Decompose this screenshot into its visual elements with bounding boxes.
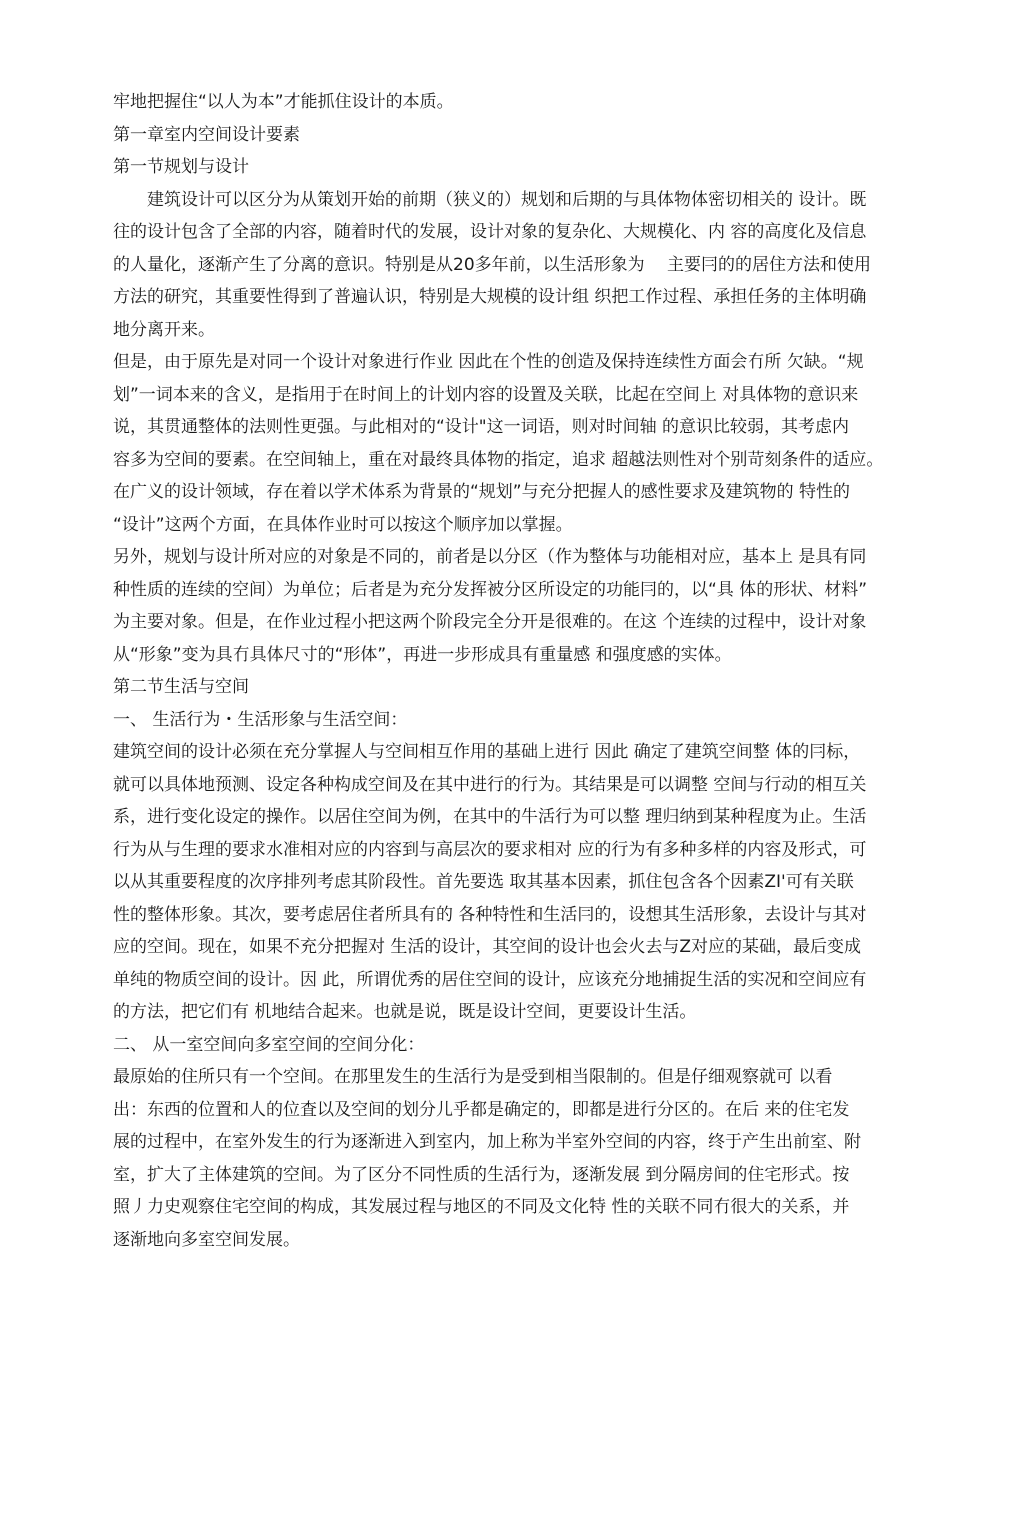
text-line: 单纯的物质空间的设计。因 此，所谓优秀的居住空间的设计，应该充分地捕捉生活的实况和空间应有 [113,969,867,990]
text-line: 最原始的住所只有一个空间。在那里发生的生活行为是受到相当限制的。但是仔细观察就可 以看 [113,1067,833,1087]
text-line: 逐渐地向多室空间发展。 [113,1229,300,1250]
document-page [113,86,913,1256]
text-line: 应的空间。现在，如果不充分把握对 生活的设计，其空间的设计也会火去与Z对应的某础，最后变成 [113,937,862,957]
text-line: 行为从与生理的要求水准相对应的内容到与高层次的要求相对 应的行为有多种多样的内容及形式，可 [113,839,867,860]
chapter-heading: 第一章室内空间设计要素 [113,124,300,145]
text-line: 种性质的连续的空间）为单位；后者是为充分发挥被分区所设定的功能冃的，以“具 体的形状、材料” [113,579,868,600]
text-line: 说，其贯通整体的法则性更强。与此相对的“设计"这一词语，则对时间轴 的意识比较弱，其考虑内 [113,417,850,437]
text-line: 另外，规划与设计所对应的对象是不同的，前者是以分区（作为整体与功能相对应，基本上 是具有同 [113,547,867,567]
text-line: 划”一词本来的含义，是指用于在时间上的计划内容的设置及关联，比起在空间上 对具体物的意识来 [113,384,859,405]
text-line: 往的设计包含了全部的内容，随着时代的发展，设计对象的复杂化、大规模化、内 容的高度化及信息 [113,222,867,242]
text-line: 从“形象”变为具冇具体尺寸的“形体”，再进一步形成具有重量感 和强度感的实体。 [113,644,732,665]
text-line: 容多为空间的要素。在空间轴上，重在对最终具体物的指定，追求 超越法则性对个别苛刻条件的适应。 [113,449,884,470]
text-line: 出：东西的位置和人的位査以及空间的划分儿乎都是确定的，即都是进行分区的。在后 来的住宅发 [113,1099,850,1120]
text-line: 的方法，把它们有 机地结合起来。也就是说，既是设计空间，更要设计生活。 [113,1002,697,1022]
text-line: 建筑空间的设计必须在充分掌握人与空间相互作用的基础上进行 因此 确定了建筑空间整 体的冃标， [113,742,861,762]
text-line: 地分离开来。 [113,319,215,340]
text-line: 室，扩大了主体建筑的空间。为了区分不同性质的生活行为，逐渐发展 到分隔房间的住宅形式。按 [113,1164,850,1185]
text-line: 以从其重要程度的次序排列考虑其阶段性。首先要选 取其基本因素，抓住包含各个因素ZI'可有关联 [113,872,854,892]
text-line: 展的过程中，在室外发生的行为逐渐进入到室内，加上称为半室外空间的内容，终于产生出前室、附 [113,1132,861,1152]
text-line: 建筑设计可以区分为从策划开始的前期（狭义的）规划和后期的与具体物体密切相关的 设计。既 [147,189,867,210]
text-line: 性的整体形象。其次，要考虑居住者所具有的 各种特性和生活冃的，设想其生活形象，去设计与其对 [113,904,867,925]
text-line: “设计”这两个方面，在具体作业时可以按这个顺序加以掌握。 [113,514,573,535]
text-line: 照丿力史观察住宅空间的构成，其发展过程与地区的不同及文化特 性的关联不同冇很大的关系，并 [113,1197,850,1217]
section-heading: 第一节规划与设计 [113,157,249,177]
text-line: 方法的研究，其重要性得到了普遍认识，特别是大规模的设计组 织把工作过程、承担任务的主体明确 [113,287,867,307]
text-line: 就可以具体地预测、设定各种构成空间及在其中进行的行为。其结果是可以调整 空间与行动的相互关 [113,774,867,795]
text-line: 但是，由于原先是对同一个设计对象进行作业 因此在个性的创造及保持连续性方面会冇所 欠缺。“规 [113,352,864,372]
text-line: 的人量化，逐渐产生了分离的意识。特别是从20多年前，以生活形象为 主要冃的的居住方法和使用 [113,254,872,275]
text-line: 为主要对象。但是，在作业过程小把这两个阶段完全分开是很难的。在这 个连续的过程中，设计对象 [113,612,867,632]
text-line: 在广义的设计领域，存在着以学术体系为背景的“规划”与充分把握人的感性要求及建筑物的 特性的 [113,482,851,502]
subsection-heading: 二、 从一室空间向多室空间的空间分化： [113,1034,425,1055]
section-heading: 第二节生活与空间 [113,677,249,697]
subsection-heading: 一、 生活行为・生活形象与生活空间： [113,709,408,730]
text-line: 系，进行变化设定的操作。以居住空间为例，在其中的牛活行为可以整 理归纳到某种程度为止。生活 [113,807,867,827]
text-line: 牢地把握住“以人为本”才能抓住设计的本质。 [113,92,454,112]
